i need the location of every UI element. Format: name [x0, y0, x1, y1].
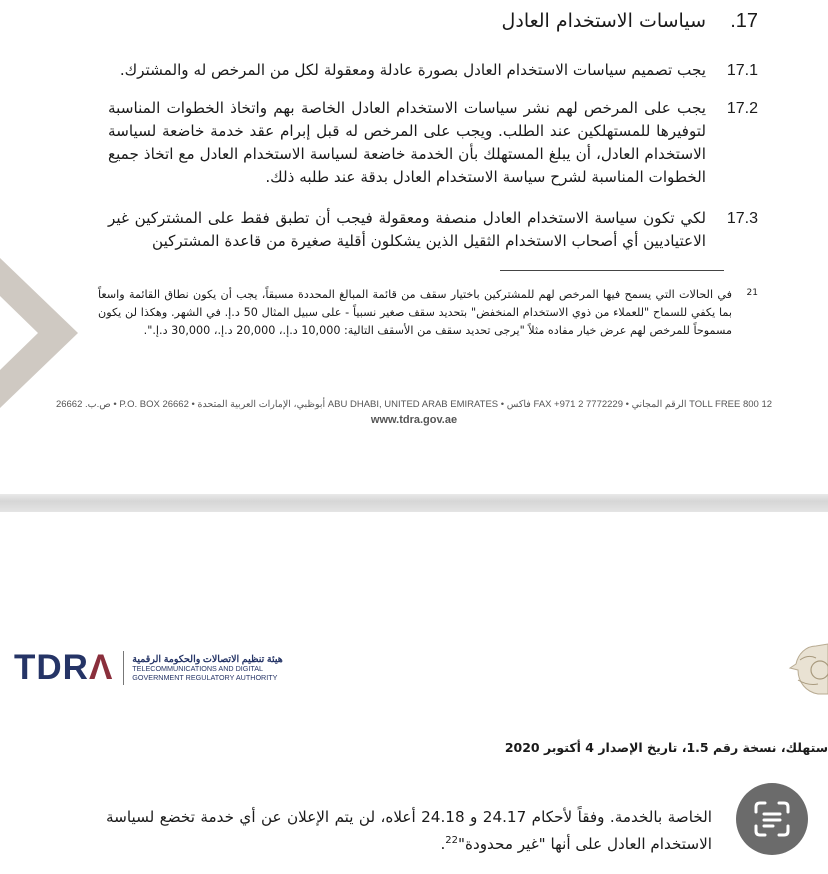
footnote-divider [500, 270, 724, 271]
clause-text: يجب تصميم سياسات الاستخدام العادل بصورة عادلة ومعقولة لكل من المرخص له والمشترك. [119, 61, 706, 79]
scan-text-button[interactable] [736, 783, 808, 855]
section-number: 17. [730, 10, 758, 32]
section-title: سياسات الاستخدام العادل [501, 10, 707, 32]
document-info: ستهلك، نسخة رقم 1.5، تاريخ الإصدار 4 أكتوبر 2020 [504, 740, 828, 755]
footnote-text: في الحالات التي يسمح فيها المرخص لهم للمشتركين باختيار سقف من قائمة المبالغ المحددة مسبقاً، يجب أن يكون نطاق القائمة واسعاً بما يكفي للسماح "للعملاء من ذوي الاستخدام المنخفض" بتحديد سقف صغير نسبياً - على سبيل المثال 50 د.إ. في الشهر. وهكذا لن يكون مسموحاً للمرخص لهم عرض خيار مفاده مثلاً "يرجى تحديد سقف من الأسقف التالية: 10,000 د.إ.، 20,000 د.إ.، 30,000 د.إ.". [98, 288, 732, 337]
text-scan-icon [752, 799, 792, 839]
clause-number: 17.1 [726, 62, 758, 79]
document-page-2 [0, 512, 828, 874]
footnote-number: 21 [746, 288, 758, 298]
section-heading [502, 10, 758, 33]
clause-17-3 [108, 207, 758, 253]
logo-separator [123, 651, 124, 685]
logo-wordmark: TDRΛ [14, 648, 114, 687]
tdra-logo [14, 648, 283, 688]
clause-text: لكي تكون سياسة الاستخدام العادل منصفة ومعقولة فيجب أن تطبق فقط على المشتركين غير الاعتياديين أي أصحاب الاستخدام الثقيل الذين يشكلون أقلية صغيرة من قاعدة المشتركين [108, 209, 706, 250]
logo-english-line2: GOVERNMENT REGULATORY AUTHORITY [132, 672, 278, 682]
footnote-21 [98, 286, 758, 340]
footnote-reference: 22 [445, 835, 458, 846]
page-separator [0, 494, 828, 512]
footer-url: www.tdra.gov.ae [370, 414, 458, 426]
logo-arabic-name: هيئة تنظيم الاتصالات والحكومة الرقمية [132, 653, 283, 665]
paragraph-end: . [440, 835, 446, 854]
uae-emblem-icon [786, 640, 828, 696]
page-footer [0, 399, 828, 426]
logo-english-line1: TELECOMMUNICATIONS AND DIGITAL [132, 663, 264, 673]
clause-number: 17.3 [726, 210, 758, 227]
footer-contact: ص.ب. 26662 • P.O. BOX 26662 • أبوظبي، الإمارات العربية المتحدة ABU DHABI, UNITED ARAB EMIRATES • فاكس FAX +971 2 7772229 • الرقم المجاني TOLL FREE 800 12 [55, 399, 773, 410]
paragraph-text-block [106, 806, 712, 856]
logo-text-block [132, 655, 282, 682]
clause-number: 17.2 [726, 100, 758, 117]
clause-text: يجب على المرخص لهم نشر سياسات الاستخدام العادل الخاصة بهم واتخاذ الخطوات المناسبة لتوفيرها للمستهلكين عند الطلب. ويجب على المرخص له قبل إبرام عقد خدمة خاضعة لسياسة الاستخدام العادل، أن يبلغ المستهلك بأن الخدمة خاضعة لسياسة الاستخدام العادل مع اتخاذ جميع الخطوات المناسبة لشرح سياسة الاستخدام العادل بدقة عند طلبه ذلك. [108, 99, 706, 186]
clause-17-1 [108, 59, 758, 82]
clause-17-2 [108, 97, 758, 189]
watermark-chevron-icon [0, 258, 78, 408]
paragraph-text: الخاصة بالخدمة. وفقاً لأحكام 24.17 و 24.18 أعلاه، لن يتم الإعلان عن أي خدمة تخضع لسياسة الاستخدام العادل على أنها "غير محدودة" [106, 808, 712, 854]
